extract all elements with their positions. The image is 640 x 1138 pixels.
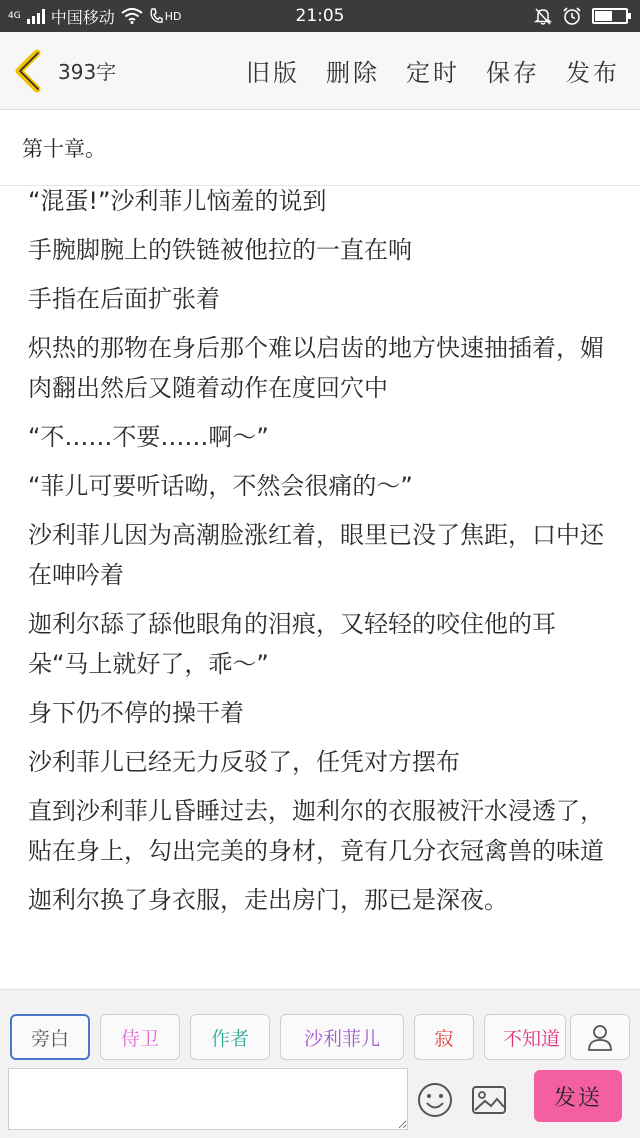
role-chip-guard[interactable]: 侍卫 bbox=[100, 1014, 180, 1060]
chevron-left-icon bbox=[13, 49, 43, 93]
chapter-title-field[interactable] bbox=[0, 110, 640, 186]
role-chip-salifeier[interactable]: 沙利菲儿 bbox=[280, 1014, 404, 1060]
content-paragraph: 迦利尔舔了舔他眼角的泪痕，又轻轻的咬住他的耳朵“马上就好了，乖～” bbox=[28, 610, 556, 678]
battery-level bbox=[595, 11, 612, 21]
content-paragraph: 直到沙利菲儿昏睡过去，迦利尔的衣服被汗水浸透了，贴在身上，勾出完美的身材，竟有几分衣冠禽兽的味道 bbox=[28, 797, 604, 865]
back-button[interactable] bbox=[0, 32, 56, 110]
word-count: 393字 bbox=[58, 60, 117, 84]
content-paragraph: 手腕脚腕上的铁链被他拉的一直在响 bbox=[28, 236, 412, 264]
content-paragraph: “菲儿可要听话呦，不然会很痛的～” bbox=[28, 472, 413, 500]
status-time: 21:05 bbox=[295, 6, 345, 26]
role-chip-ji[interactable]: 寂 bbox=[414, 1014, 474, 1060]
wifi-icon bbox=[121, 8, 143, 24]
hd-call-indicator bbox=[149, 8, 182, 24]
bell-mute-icon bbox=[534, 7, 552, 25]
role-chip-narrator[interactable]: 旁白 bbox=[10, 1014, 90, 1060]
emoji-icon[interactable] bbox=[416, 1081, 454, 1119]
send-button[interactable]: 发送 bbox=[534, 1070, 622, 1122]
content-paragraph: “混蛋!”沙利菲儿恼羞的说到 bbox=[28, 187, 327, 215]
phone-icon bbox=[149, 8, 163, 24]
input-panel bbox=[0, 989, 640, 1138]
content-paragraph: 迦利尔换了身衣服，走出房门，那已是深夜。 bbox=[28, 886, 508, 914]
publish-button[interactable]: 发布 bbox=[566, 59, 620, 87]
network-type: 4G bbox=[8, 10, 21, 21]
signal-icon bbox=[27, 8, 45, 24]
alarm-icon bbox=[562, 6, 582, 26]
hd-label: HD bbox=[164, 9, 182, 23]
message-input[interactable] bbox=[8, 1068, 408, 1130]
role-selector bbox=[10, 1014, 566, 1060]
content-paragraph: 沙利菲儿已经无力反驳了，任凭对方摆布 bbox=[28, 748, 460, 776]
editor-toolbar bbox=[0, 32, 640, 110]
content-paragraph: 身下仍不停的操干着 bbox=[28, 699, 244, 727]
content-paragraph: “不……不要……啊～” bbox=[28, 423, 269, 451]
status-bar bbox=[0, 0, 640, 32]
add-role-button[interactable] bbox=[570, 1014, 630, 1060]
carrier-name: 中国移动 bbox=[50, 7, 115, 27]
user-icon bbox=[587, 1023, 613, 1051]
save-button[interactable]: 保存 bbox=[486, 59, 540, 87]
battery-icon bbox=[592, 8, 628, 24]
content-paragraph: 炽热的那物在身后那个难以启齿的地方快速抽插着，媚肉翻出然后又随着动作在度回穴中 bbox=[28, 334, 604, 402]
content-paragraph: 沙利菲儿因为高潮脸涨红着，眼里已没了焦距，口中还在呻吟着 bbox=[28, 521, 604, 589]
delete-button[interactable]: 删除 bbox=[326, 59, 380, 87]
old-version-button[interactable]: 旧版 bbox=[246, 59, 300, 87]
chapter-title: 第十章。 bbox=[22, 136, 106, 161]
image-icon[interactable] bbox=[470, 1081, 508, 1119]
role-chip-author[interactable]: 作者 bbox=[190, 1014, 270, 1060]
schedule-button[interactable]: 定时 bbox=[406, 59, 460, 87]
content-paragraph: 手指在后面扩张着 bbox=[28, 285, 220, 313]
story-content[interactable] bbox=[0, 187, 640, 989]
role-chip-unknown[interactable]: 不知道 bbox=[484, 1014, 566, 1060]
